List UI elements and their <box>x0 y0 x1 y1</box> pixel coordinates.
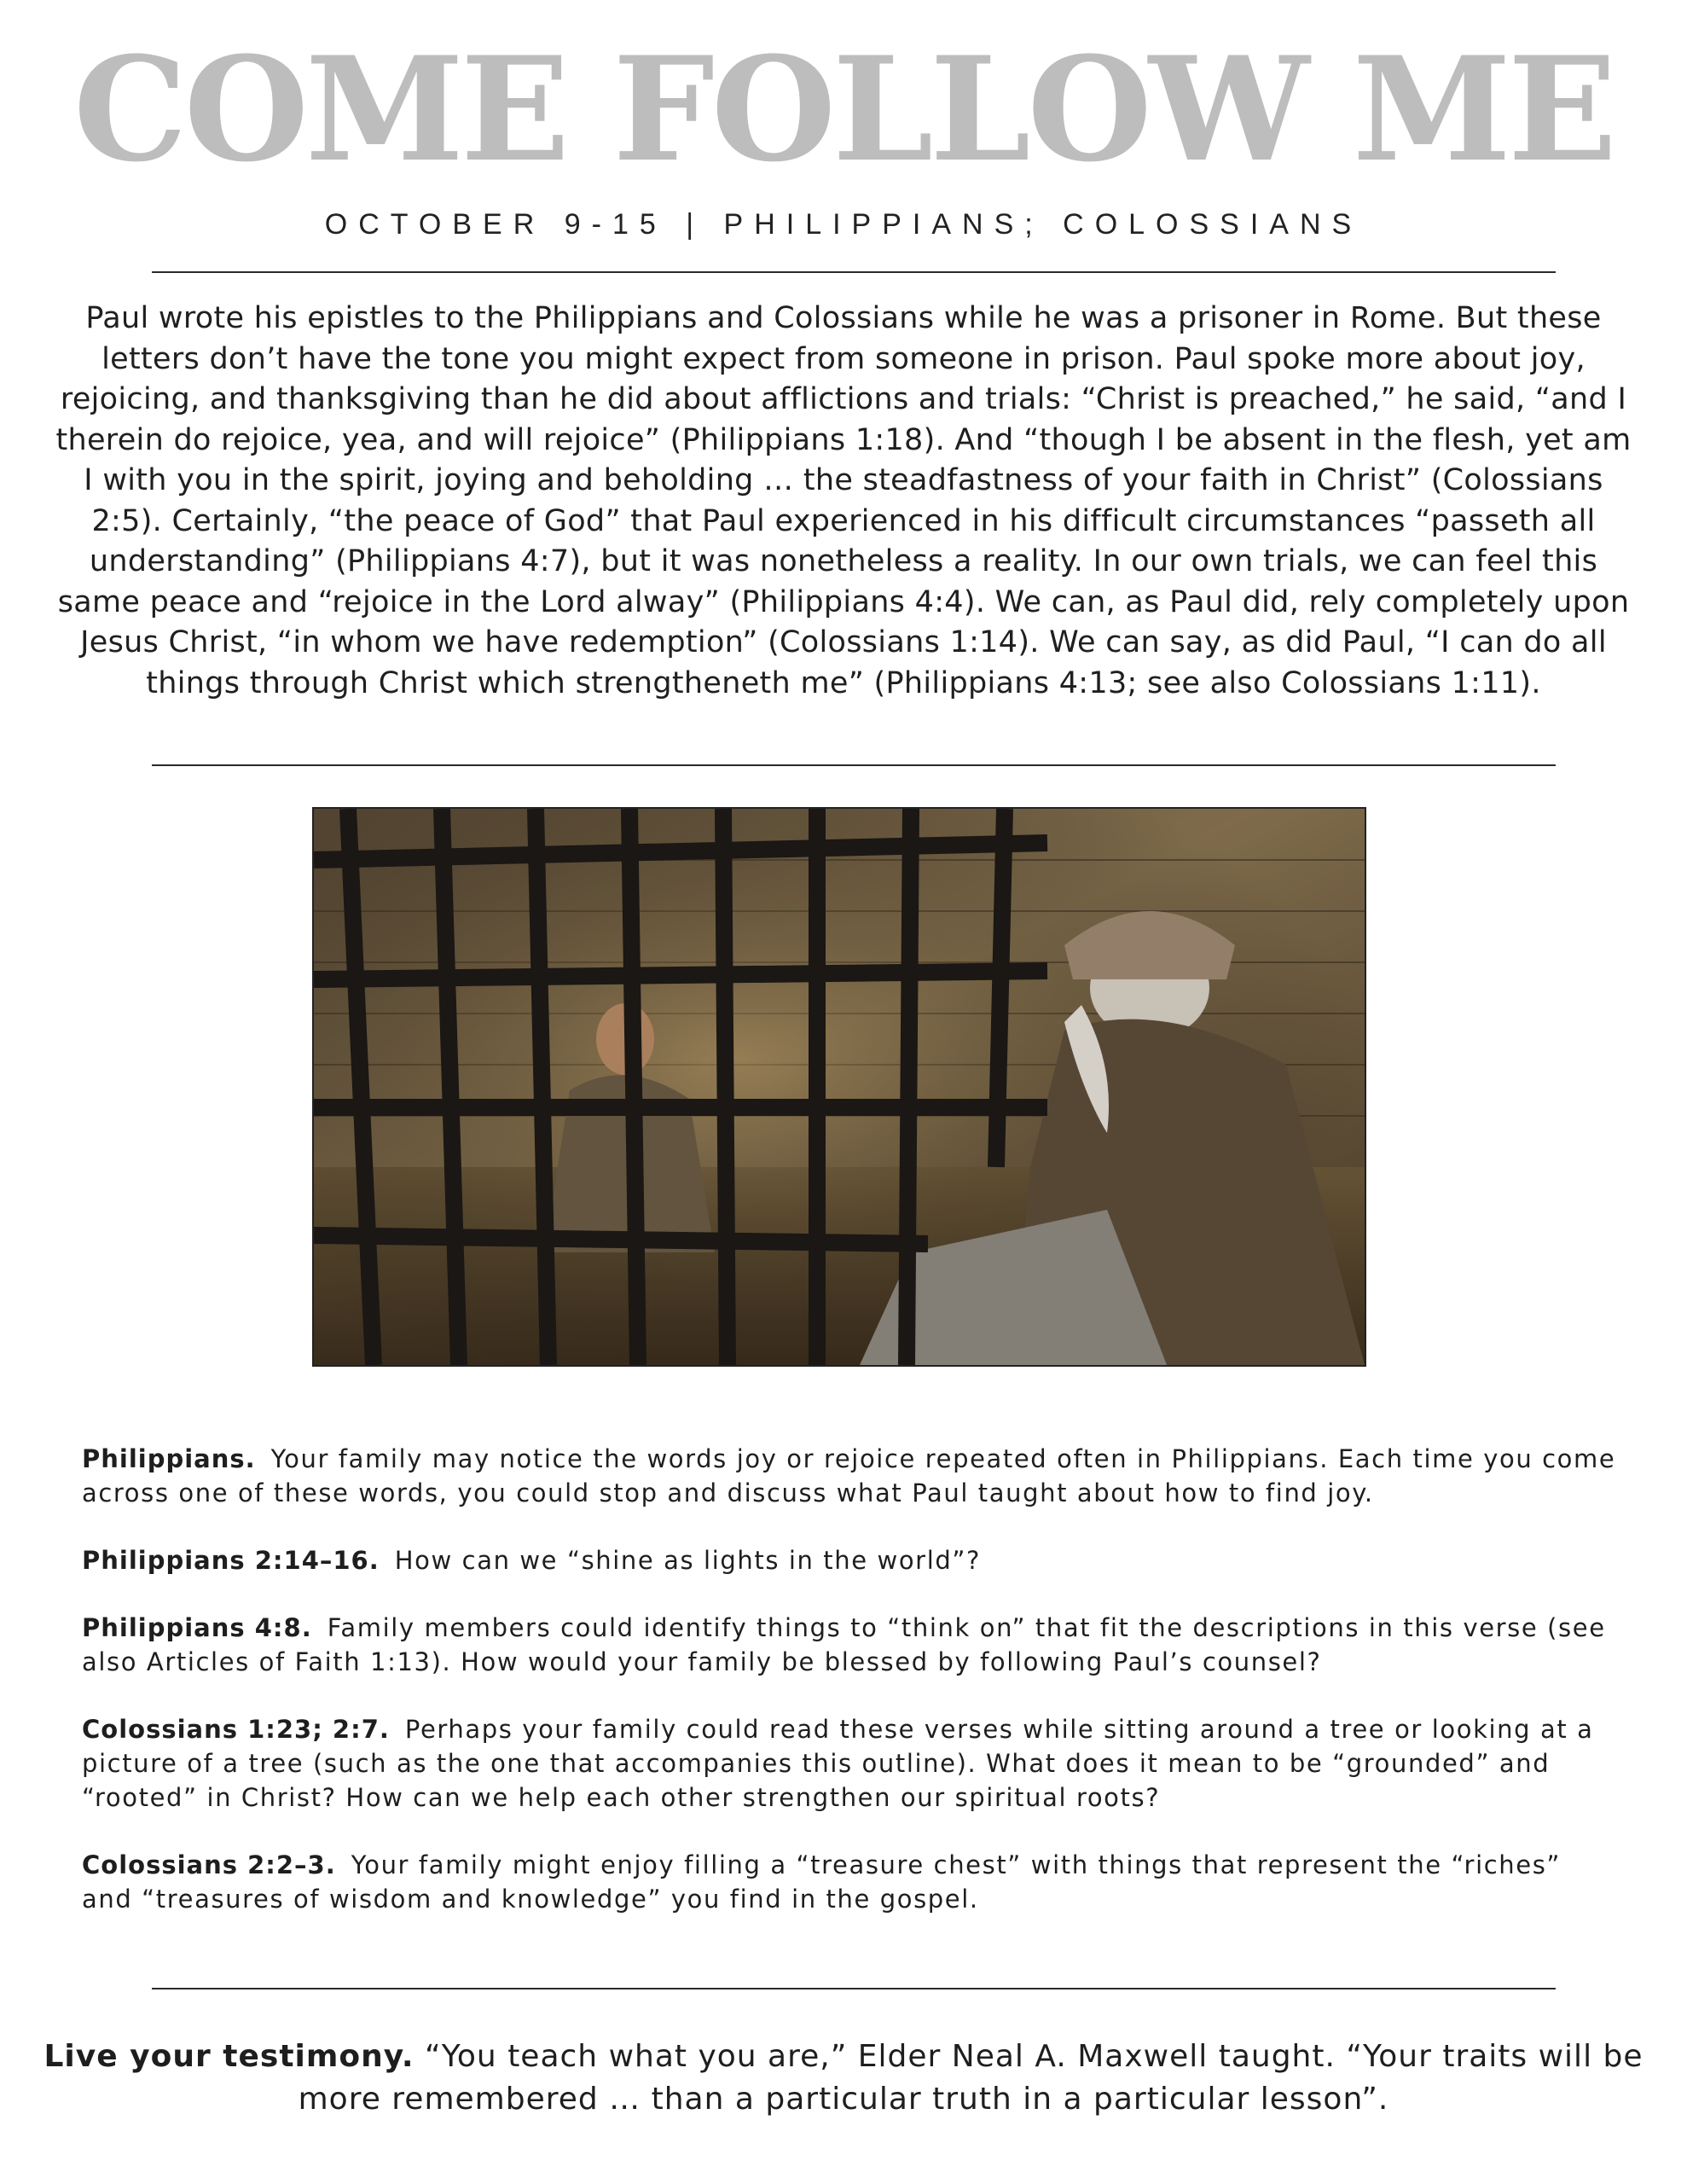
activity-reference: Philippians 4:8. <box>82 1613 312 1642</box>
activity-text: Your family may notice the words joy or rejoice repeated often in Philippians. Each time you come across one of these words, you could stop and discuss what Paul taught about how to find joy. <box>82 1444 1616 1507</box>
activity-reference: Colossians 2:2–3. <box>82 1850 336 1879</box>
activity-list <box>82 1442 1617 1949</box>
activity-reference: Philippians 2:14–16. <box>82 1546 380 1575</box>
activity-item <box>82 1442 1617 1510</box>
activity-text: Your family might enjoy filling a “treasure chest” with things that represent the “riches” and “treasures of wisdom and knowledge” you find in the gospel. <box>82 1850 1562 1914</box>
activity-text: Perhaps your family could read these verses while sitting around a tree or looking at a picture of a tree (such as the one that accompanies this outline). What does it mean to be “grounded” and “rooted” in Christ? How can we help each other strengthen our spiritual roots? <box>82 1715 1594 1812</box>
closing-lead: Live your testimony. <box>43 2039 415 2074</box>
activity-reference: Philippians. <box>82 1444 256 1473</box>
divider-bottom <box>152 1988 1556 1989</box>
divider-intro <box>152 764 1556 766</box>
activity-text: How can we “shine as lights in the world”? <box>394 1546 981 1575</box>
page-title: COME FOLLOW ME <box>73 25 1614 194</box>
activity-item <box>82 1848 1617 1916</box>
closing-text: “You teach what you are,” Elder Neal A. Maxwell taught. “Your traits will be more remembered … than a particular truth in a particular lesson”. <box>298 2039 1644 2117</box>
closing-quote <box>34 2036 1653 2121</box>
prison-illustration <box>312 807 1366 1367</box>
activity-text: Family members could identify things to “think on” that fit the descriptions in this verse (see also Articles of Faith 1:13). How would your family be blessed by following Paul’s counsel? <box>82 1613 1606 1676</box>
intro-paragraph: Paul wrote his epistles to the Philippians and Colossians while he was a prisoner in Rome. But these letters don’t have the tone you might expect from someone in prison. Paul spoke more about joy, rejoicing, and thanksgiving than he did about afflictions and trials: “Christ is preached,” he said, “and I therein do rejoice, yea, and will rejoice” (Philippians 1:18). And “though I be absent in the flesh, yet am I with you in the spirit, joying and beholding … the steadfastness of your faith in Christ” (Colossians 2:5). Certainly, “the peace of God” that Paul experienced in his difficult circumstances “passeth all understanding” (Philippians 4:7), but it was nonetheless a reality. In our own trials, we can feel this same peace and “rejoice in the Lord alway” (Philippians 4:4). We can, as Paul did, rely completely upon Jesus Christ, “in whom we have redemption” (Colossians 1:14). We can say, as did Paul, “I can do all things through Christ which strengtheneth me” (Philippians 4:13; see also Colossians 1:11). <box>55 301 1632 700</box>
activity-item <box>82 1611 1617 1679</box>
activity-item <box>82 1543 1617 1577</box>
divider-top <box>152 271 1556 273</box>
page-subtitle: OCTOBER 9-15 | PHILIPPIANS; COLOSSIANS <box>324 208 1363 241</box>
activity-item <box>82 1712 1617 1815</box>
activity-reference: Colossians 1:23; 2:7. <box>82 1715 390 1744</box>
